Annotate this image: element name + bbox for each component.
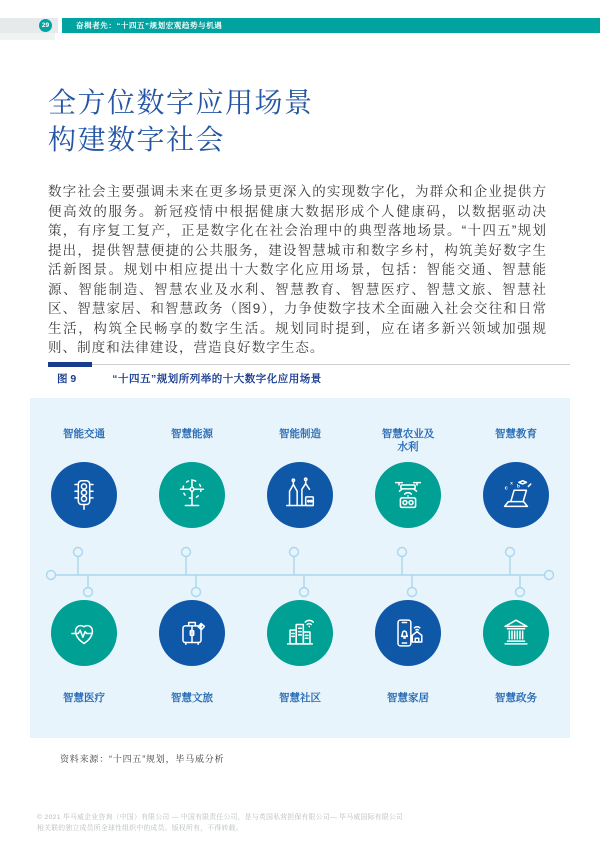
top-label-row <box>30 428 570 462</box>
figure-accent-bar <box>48 362 92 367</box>
figure-panel <box>30 398 570 738</box>
figure-source: 资料来源：“十四五”规划，毕马威分析 <box>60 754 225 764</box>
scene-circle-community <box>267 600 333 666</box>
page-title-line1: 全方位数字应用场景 <box>48 87 314 118</box>
government-building-icon <box>497 614 535 652</box>
traffic-light-icon <box>65 476 103 514</box>
scene-circle-manufacturing <box>267 462 333 528</box>
smart-home-phone-icon <box>389 614 427 652</box>
scene-circle-education <box>483 462 549 528</box>
bottom-circle-row <box>30 600 570 666</box>
scene-circle-travel <box>159 600 225 666</box>
figure-number: 图 9 <box>57 373 77 385</box>
scene-label-education: 智慧教育 <box>495 428 537 440</box>
figure-caption: “十四五”规划所列举的十大数字化应用场景 <box>112 373 322 385</box>
svg-text:c: c <box>504 485 508 492</box>
scene-label-energy: 智慧能源 <box>171 428 213 440</box>
e-learning-laptop-icon <box>497 476 535 514</box>
scene-label-agriculture: 智慧农业及水利 <box>381 428 435 453</box>
scene-label-traffic: 智能交通 <box>63 428 105 440</box>
suitcase-icon <box>173 614 211 652</box>
scene-label-travel: 智慧文旅 <box>171 692 213 704</box>
agriculture-drone-icon <box>389 476 427 514</box>
scene-circle-agriculture <box>375 462 441 528</box>
wind-turbine-icon <box>173 476 211 514</box>
bottom-label-row <box>30 692 570 705</box>
connector-lines <box>30 528 570 600</box>
scene-label-healthcare: 智慧医疗 <box>63 692 105 704</box>
copyright-footer <box>37 813 577 834</box>
header-bar: 奋楫者先：“十四五”规划宏观趋势与机遇 <box>62 18 600 33</box>
scene-circle-energy <box>159 462 225 528</box>
robotic-arm-icon <box>281 476 319 514</box>
svg-text:x: x <box>510 481 513 487</box>
scene-label-government: 智慧政务 <box>495 692 537 704</box>
heart-ecg-icon <box>65 614 103 652</box>
scene-label-home: 智慧家居 <box>387 692 429 704</box>
copyright-line1: © 2021 毕马威企业咨询（中国）有限公司 — 中国有限责任公司，是与英国私营担保有限公司— 毕马威国际有限公司 <box>37 814 404 821</box>
scene-circle-government <box>483 600 549 666</box>
smart-buildings-icon <box>281 614 319 652</box>
page-number-badge: 29 <box>39 19 52 32</box>
svg-text:b: b <box>516 484 520 490</box>
header-gray-strip-shadow <box>0 33 55 40</box>
scene-circle-healthcare <box>51 600 117 666</box>
top-circle-row <box>30 462 570 528</box>
body-paragraph: 数字社会主要强调未来在更多场景更深入的实现数字化，为群众和企业提供方便高效的服务。新冠疫情中根据健康大数据形成个人健康码，以数据驱动决策，有序复工复产，正是数字化在社会治理中的典型落地场景。“十四五”规划提出，提供智慧便捷的公共服务，建设智慧城市和数字乡村，构筑美好数字生活新图景。规划中相应提出十大数字化应用场景，包括：智能交通、智慧能源、智能制造、智慧农业及水利、智慧教育、智慧医疗、智慧文旅、智慧社区、智慧家居、和智慧政务（图9），力争使数字技术全面融入社会交往和日常生活，构筑全民畅享的数字生活。规划同时提到，应在诸多新兴领域加强规则、制度和法律建设，营造良好数字生态。 <box>48 184 547 355</box>
scene-circle-home <box>375 600 441 666</box>
scene-label-community: 智慧社区 <box>279 692 321 704</box>
page-title-line2: 构建数字社会 <box>48 124 226 155</box>
page-title <box>48 84 314 158</box>
scene-circle-traffic <box>51 462 117 528</box>
figure-heading <box>48 364 570 386</box>
scene-label-manufacturing: 智能制造 <box>279 428 321 440</box>
copyright-line2: 相关联的独立成员所全球性组织中的成员。版权所有，不得转载。 <box>37 824 243 832</box>
